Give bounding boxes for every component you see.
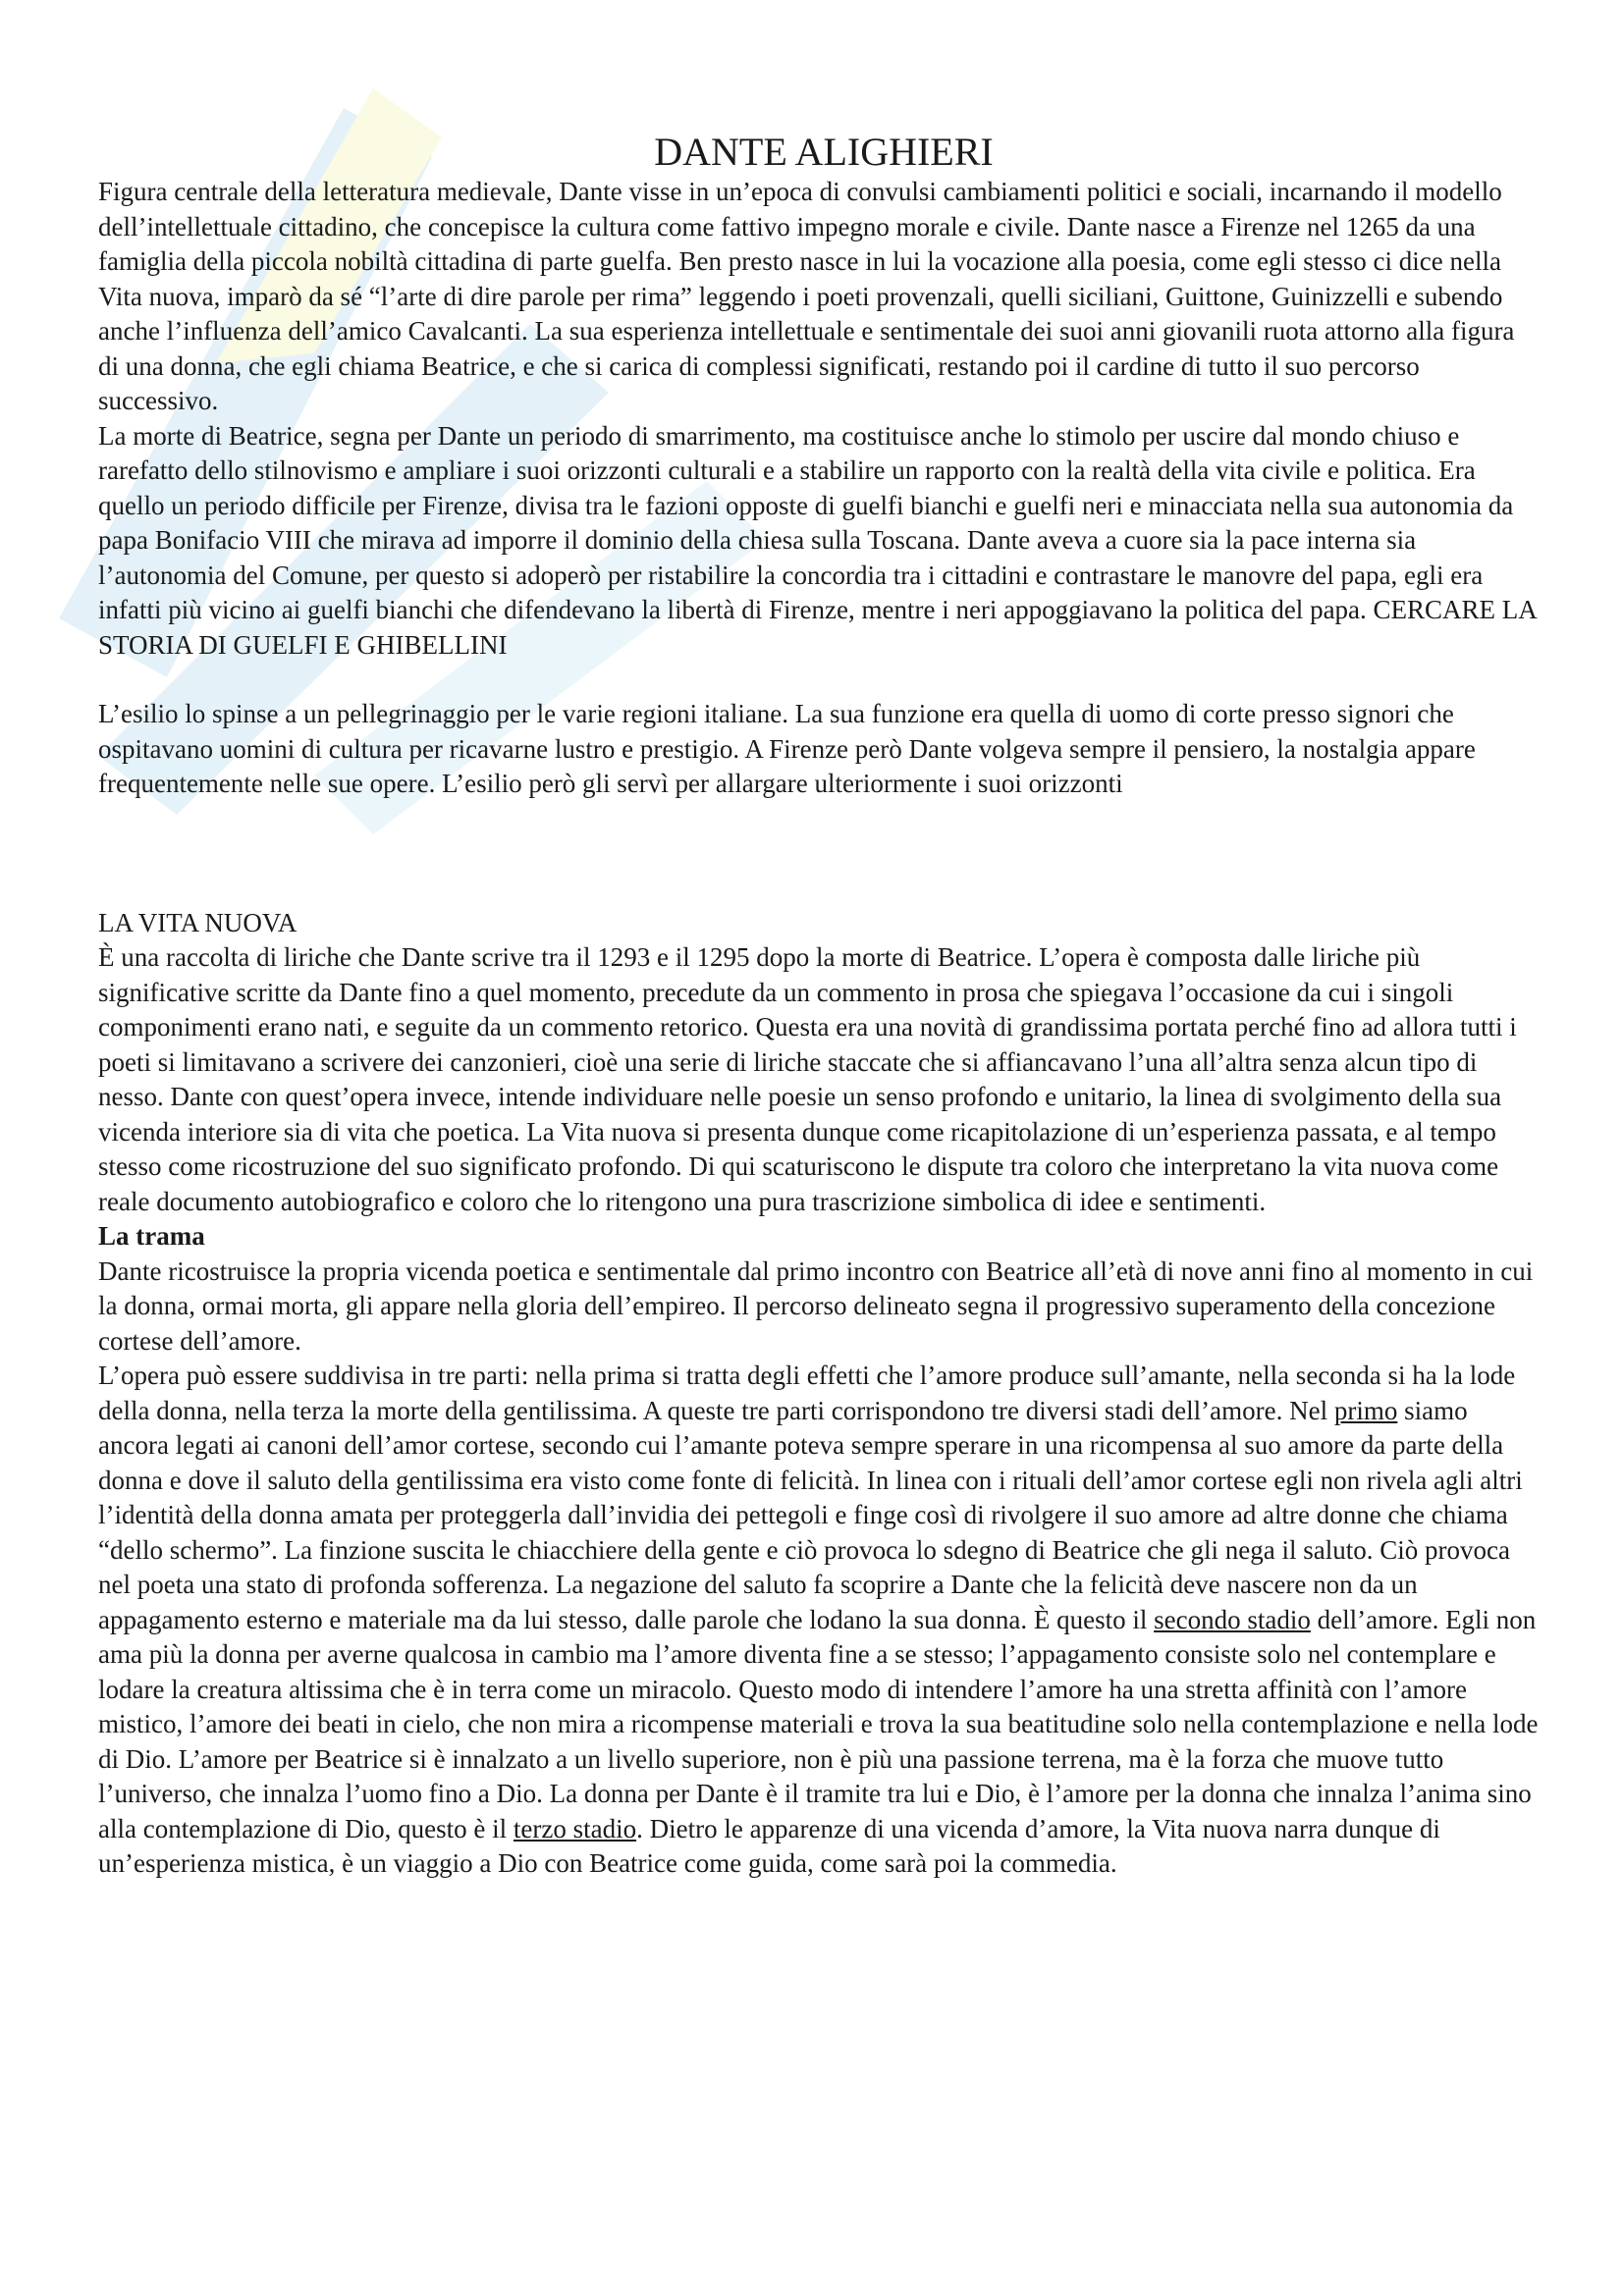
underlined-term-primo: primo <box>1333 1395 1398 1425</box>
text-run: . Dietro le apparenze di una vicenda d’amore, la Vita nuova narra dunque di un’esperienza mistica, è un viaggio a Dio con Beatrice come guida, come sarà poi la commedia. <box>98 1813 1440 1878</box>
document-page <box>98 130 1542 1882</box>
intro-paragraph-2: La morte di Beatrice, segna per Dante un periodo di smarrimento, ma costituisce anche lo stimolo per uscire dal mondo chiuso e rarefatto dello stilnovismo e ampliare i suoi orizzonti culturali e a stabilire un rapporto con la realtà della vita civile e politica. Era quello un periodo difficile per Firenze, divisa tra le fazioni opposte di guelfi bianchi e guelfi neri e minacciata nella sua autonomia da papa Bonifacio VIII che mirava ad imporre il dominio della chiesa sulla Toscana. Dante aveva a cuore sia la pace interna sia l’autonomia del Comune, per questo si adoperò per ristabilire la concordia tra i cittadini e contrastare le manovre del papa, egli era infatti più vicino ai guelfi bianchi che difendevano la libertà di Firenze, mentre i neri appoggiavano la politica del papa. CERCARE LA STORIA DI GUELFI E GHIBELLINI <box>98 420 1537 660</box>
section-heading-trama: La trama <box>98 1221 205 1251</box>
spacer <box>98 663 1542 697</box>
trama-paragraph-1: Dante ricostruisce la propria vicenda poetica e sentimentale dal primo incontro con Beatrice all’età di nove anni fino al momento in cui la donna, ormai morta, gli appare nella gloria dell’empireo. Il percorso delineato segna il progressivo superamento della concezione cortese dell’amore. <box>98 1255 1534 1356</box>
text-run: dell’amore. Egli non ama più la donna per averne qualcosa in cambio ma l’amore diventa fine a se stesso; l’appagamento consiste solo nel contemplare e lodare la creatura altissima che è in terra come un miracolo. Questo modo di intendere l’amore ha una stretta affinità con l’amore mistico, l’amore dei beati in cielo, che non mira a ricompense materiali e trova la sua beatitudine solo nella contemplazione e nella lode di Dio. L’amore per Beatrice si è innalzato a un livello superiore, non è più una passione terrena, ma è la forza che muove tutto l’universo, che innalza l’uomo fino a Dio. La donna per Dante è il tramite tra lui e Dio, è l’amore per la donna che innalza l’anima sino alla contemplazione di Dio, questo è il <box>98 1604 1539 1843</box>
text-run: L’opera può essere suddivisa in tre parti: nella prima si tratta degli effetti che l’amore produce sull’amante, nella seconda si ha la lode della donna, nella terza la morte della gentilissima. A queste tre parti corrispondono tre diversi stadi dell’amore. Nel <box>98 1361 1516 1425</box>
section-heading-vita-nuova: LA VITA NUOVA <box>98 907 298 937</box>
document-title: DANTE ALIGHIERI <box>654 130 994 174</box>
underlined-term-terzo-stadio: terzo stadio <box>513 1813 637 1843</box>
text-run: siamo ancora legati ai canoni dell’amor cortese, secondo cui l’amante poteva sempre sperare in una ricompensa al suo amore da parte della donna e dove il saluto della gentilissima era visto come fonte di felicità. In linea con i rituali dell’amor cortese egli non rivela agli altri l’identità della donna amata per proteggerla dall’invidia dei pettegoli e finge così di rivolgere il suo amore ad altre donne che chiama “dello schermo”. La finzione suscita le chiacchiere della gente e ciò provoca lo sdegno di Beatrice che gli nega il saluto. Ciò provoca nel poeta una stato di profonda sofferenza. La negazione del saluto fa scoprire a Dante che la felicità deve nascere non da un appagamento esterno e materiale ma da lui stesso, dalle parole che lodano la sua donna. È questo il <box>98 1395 1523 1634</box>
exile-paragraph: L’esilio lo spinse a un pellegrinaggio per le varie regioni italiane. La sua funzione era quella di uomo di corte presso signori che ospitavano uomini di cultura per ricavarne lustro e prestigio. A Firenze però Dante volgeva sempre il pensiero, la nostalgia appare frequentemente nelle sue opere. L’esilio però gli servì per allargare ulteriormente i suoi orizzonti <box>98 699 1476 798</box>
underlined-term-secondo-stadio: secondo stadio <box>1154 1604 1311 1634</box>
intro-paragraph-1: Figura centrale della letteratura medievale, Dante visse in un’epoca di convulsi cambiamenti politici e sociali, incarnando il modello dell’intellettuale cittadino, che concepisce la cultura come fattivo impegno morale e civile. Dante nasce a Firenze nel 1265 da una famiglia della piccola nobiltà cittadina di parte guelfa. Ben presto nasce in lui la vocazione alla poesia, come egli stesso ci dice nella Vita nuova, imparò da sé “l’arte di dire parole per rima” leggendo i poeti provenzali, quelli siciliani, Guittone, Guinizzelli e subendo anche l’influenza dell’amico Cavalcanti. La sua esperienza intellettuale e sentimentale dei suoi anni giovanili ruota attorno alla figura di una donna, che egli chiama Beatrice, e che si carica di complessi significati, restando poi il cardine di tutto il suo percorso successivo. <box>98 177 1515 415</box>
trama-paragraph-2 <box>98 1359 1542 1882</box>
spacer <box>98 802 1542 906</box>
vita-nuova-paragraph: È una raccolta di liriche che Dante scrive tra il 1293 e il 1295 dopo la morte di Beatrice. L’opera è composta dalle liriche più significative scritte da Dante fino a quel momento, precedute da un commento in prosa che spiegava l’occasione da cui i singoli componimenti erano nati, e seguite da un commento retorico. Questa era una novità di grandissima portata perché fino ad allora tutti i poeti si limitavano a scrivere dei canzonieri, cioè una serie di liriche staccate che si affiancavano l’una all’altra senza alcun tipo di nesso. Dante con quest’opera invece, intende individuare nelle poesie un senso profondo e unitario, la linea di svolgimento della sua vicenda interiore sia di vita che poetica. La Vita nuova si presenta dunque come ricapitolazione di un’esperienza passata, e al tempo stesso come ricostruzione del suo significato profondo. Di qui scaturiscono le dispute tra coloro che interpretano la vita nuova come reale documento autobiografico e coloro che lo ritengono una pura trascrizione simbolica di idee e sentimenti. <box>98 942 1517 1216</box>
